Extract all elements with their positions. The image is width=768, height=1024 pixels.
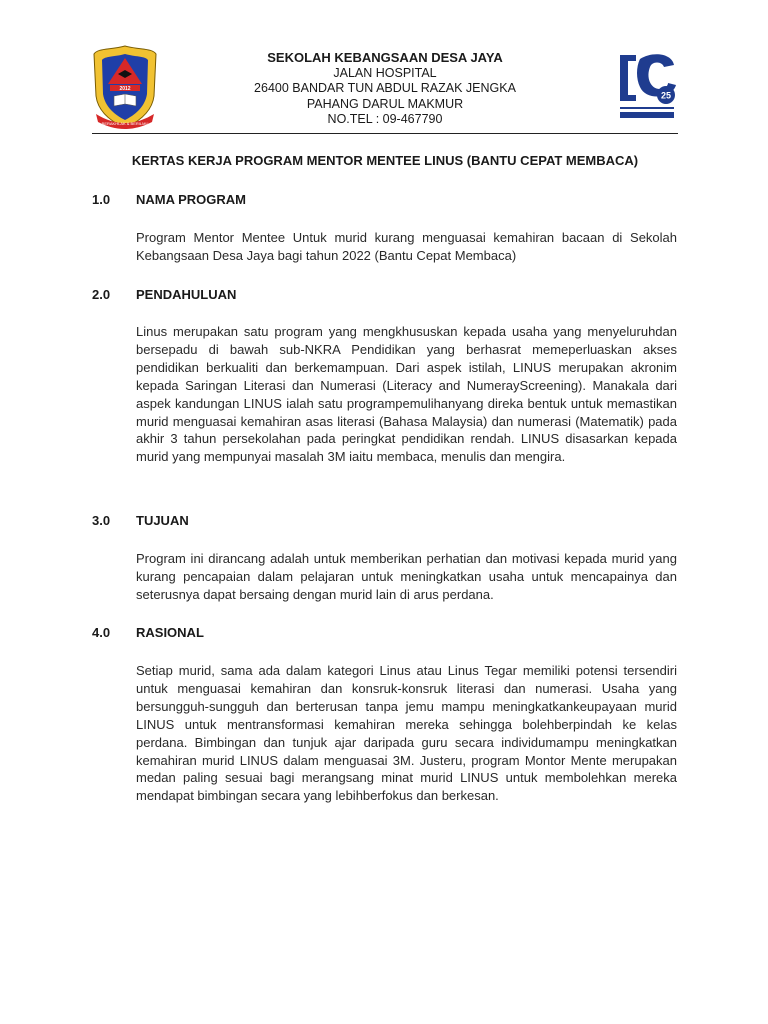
- section-number: 4.0: [92, 625, 111, 640]
- school-crest-logo: [92, 44, 158, 130]
- section-heading-2: [92, 287, 236, 302]
- section-body-3: Program ini dirancang adalah untuk memberikan perhatian dan motivasi kepada murid yang kurang pencapaian dalam pelajaran untuk meningkatkan usaha untuk mencapainya dan seterusnya dapat bersaing dengan murid lain di arus perdana.: [136, 551, 677, 602]
- section-body-1: Program Mentor Mentee Untuk murid kurang menguasai kemahiran bacaan di Sekolah Kebangsaan Desa Jaya bagi tahun 2022 (Bantu Cepat Membaca): [136, 230, 677, 263]
- address-line-1: JALAN HOSPITAL: [333, 65, 437, 80]
- section-heading-3: [92, 513, 189, 528]
- section-title: NAMA PROGRAM: [136, 192, 247, 207]
- crest-year: 2012: [119, 86, 131, 92]
- section-title: TUJUAN: [136, 513, 189, 528]
- section-title: RASIONAL: [136, 625, 204, 640]
- address-line-2: 26400 BANDAR TUN ABDUL RAZAK JENGKA: [254, 81, 516, 95]
- section-heading-4: [92, 625, 204, 640]
- section-number: 1.0: [92, 192, 111, 207]
- section-number: 2.0: [92, 287, 111, 302]
- school-info-block: [192, 50, 578, 128]
- document-title: KERTAS KERJA PROGRAM MENTOR MENTEE LINUS (BANTU CEPAT MEMBACA): [131, 153, 639, 168]
- header-divider: [92, 133, 678, 134]
- anniversary-number: 25: [660, 90, 672, 101]
- address-line-3: PAHANG DARUL MAKMUR: [306, 96, 464, 111]
- crest-motto: BERAKHLAK & BERILMU: [101, 121, 149, 126]
- letterhead: [92, 44, 678, 132]
- section-number: 3.0: [92, 513, 111, 528]
- phone-number: NO.TEL : 09-467790: [327, 112, 443, 126]
- section-body-2: Linus merupakan satu program yang mengkhususkan kepada usaha yang menyeluruhdan bersepadu di bawah sub-NKRA Pendidikan yang berhasrat memeperluaskan akses pendidikan berkualiti dan berkemampuan. Dari aspek istilah, LINUS merupakan akronim kepada Saringan Literasi dan Numerasi (Literacy and NumerayScreening). Manakala dari aspek kandungan LINUS ialah satu programpemulihanyang direka bentuk untuk memastikan murid menguasai kemahiran asas literasi (Bahasa Malaysia) dan numerasi (Matematik) pada akhir 3 tahun persekolahan pada peringkat pendidikan rendah. LINUS disasarkan kepada murid yang mempunyai masalah 3M iaitu membaca, menulis dan mengira.: [136, 324, 677, 465]
- anniversary-logo: [616, 49, 678, 121]
- section-heading-1: [92, 192, 246, 207]
- school-name: SEKOLAH KEBANGSAAN DESA JAYA: [267, 50, 503, 65]
- section-body-4: Setiap murid, sama ada dalam kategori Linus atau Linus Tegar memiliki potensi tersendiri untuk menguasai kemahiran dan konsruk-konsruk literasi dan numerasi. Usaha yang bersungguh-sungguh dan berterusan tanpa jemu mampu meningkatkankeupayaan murid LINUS untuk mentransformasi kemahiran mereka sehingga bolehberpindah ke kelas perdana. Bimbingan dan tunjuk ajar daripada guru secara individumampu meningkatkan kemahiran murid LINUS dalam menguasai 3M. Justeru, program Montor Mente merupakan medan paling sesuai bagi merangsang minat murid LINUS untuk membolehkan mereka mendapat bimbingan secara yang lebihberfokus dan berkesan.: [136, 663, 677, 804]
- section-title: PENDAHULUAN: [136, 287, 237, 302]
